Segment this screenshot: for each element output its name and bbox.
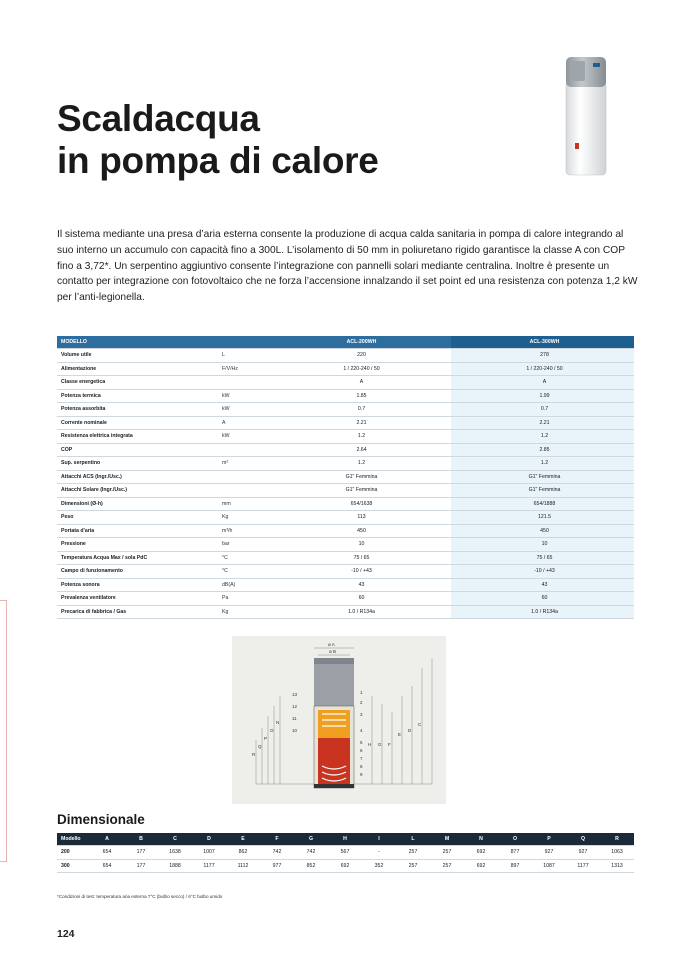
dimensional-model-cell: 300 [57, 859, 90, 873]
spec-row-label: Temperatura Acqua Max / sola PdC [57, 551, 218, 565]
dimensional-col-header: I [362, 833, 396, 846]
spec-row-value-200: 60 [268, 592, 451, 606]
product-image-water-heater [563, 55, 609, 177]
spec-row-label: Classe energetica [57, 376, 218, 390]
spec-row-value-200: 0.7 [268, 403, 451, 417]
spec-row-value-200: 2.64 [268, 443, 451, 457]
dimensional-value-cell: 1888 [158, 859, 192, 873]
spec-row-label: Attacchi Solare (Ingr./Usc.) [57, 484, 218, 498]
spec-row-value-300: 278 [451, 349, 634, 363]
callout-4: 4 [360, 728, 363, 733]
spec-row [57, 497, 634, 511]
spec-row-value-200: A [268, 376, 451, 390]
spec-row [57, 511, 634, 525]
dimensional-value-cell: 862 [226, 846, 260, 860]
dimensional-value-cell: 1087 [532, 859, 566, 873]
spec-row-unit: mm [218, 497, 268, 511]
dimensional-table-body [57, 846, 634, 873]
dimensional-row [57, 859, 634, 873]
spec-row-unit: kW [218, 403, 268, 417]
spec-row [57, 403, 634, 417]
svg-text:E: E [398, 732, 402, 737]
callout-5: 5 [360, 740, 363, 745]
dim-label-b: ø B [329, 649, 337, 654]
dimensional-col-header: B [124, 833, 158, 846]
spec-row-value-200: 1.85 [268, 389, 451, 403]
spec-row-label: Potenza sonora [57, 578, 218, 592]
spec-row [57, 578, 634, 592]
spec-row [57, 430, 634, 444]
spec-row-value-200: 1 / 220-240 / 50 [268, 362, 451, 376]
spec-row-value-200: 1.2 [268, 457, 451, 471]
dimensional-col-header: N [464, 833, 498, 846]
spec-row-unit [218, 443, 268, 457]
dimensional-col-header: M [430, 833, 464, 846]
spec-row-value-300: 2.85 [451, 443, 634, 457]
dimensional-col-header: L [396, 833, 430, 846]
title-line-1: Scaldacqua [57, 98, 260, 139]
spec-row-value-300: 60 [451, 592, 634, 606]
spec-row-label: Precarica di fabbrica / Gas [57, 605, 218, 619]
spec-row-unit [218, 484, 268, 498]
dimensional-col-header: H [328, 833, 362, 846]
svg-text:F: F [388, 742, 391, 747]
dimensional-table [57, 833, 634, 873]
dimensional-value-cell: - [362, 846, 396, 860]
callout-12: 12 [292, 704, 298, 709]
spec-row [57, 470, 634, 484]
spec-row-value-300: 654/1888 [451, 497, 634, 511]
spec-row-label: Sup. serpentino [57, 457, 218, 471]
spec-row [57, 389, 634, 403]
spec-row-value-300: 121.5 [451, 511, 634, 525]
spec-row-value-200: 43 [268, 578, 451, 592]
svg-text:G: G [378, 742, 382, 747]
spec-row-value-200: 2.21 [268, 416, 451, 430]
svg-text:N: N [276, 720, 280, 725]
svg-text:R: R [252, 752, 256, 757]
spec-row-label: Attacchi ACS (Ingr./Usc.) [57, 470, 218, 484]
spec-row [57, 376, 634, 390]
spec-row-unit: F/V/Hz [218, 362, 268, 376]
dimensional-value-cell: 654 [90, 859, 124, 873]
svg-text:O: O [270, 728, 274, 733]
spec-row-label: Resistenza elettrica integrata [57, 430, 218, 444]
footnote: *Condizioni di test: temperatura aria esterna 7°C (bulbo secco) / 6°C bulbo umido [57, 894, 223, 899]
spec-table [57, 336, 634, 619]
spec-row-value-200: 450 [268, 524, 451, 538]
dimensional-value-cell: 567 [328, 846, 362, 860]
svg-text:P: P [264, 736, 268, 741]
callout-10: 10 [292, 728, 298, 733]
dimensional-value-cell: 1177 [566, 859, 600, 873]
dimensional-value-cell: 742 [260, 846, 294, 860]
spec-row-unit: bar [218, 538, 268, 552]
spec-row [57, 524, 634, 538]
dimensional-value-cell: 257 [396, 846, 430, 860]
page-number: 124 [57, 928, 75, 940]
spec-row-label: COP [57, 443, 218, 457]
spec-row-value-300: 1.2 [451, 430, 634, 444]
spec-header-label: MODELLO [57, 336, 218, 349]
spec-row-value-200: -10 / +43 [268, 565, 451, 579]
dimensional-value-cell: 852 [294, 859, 328, 873]
spec-row-value-300: 1 / 220-240 / 50 [451, 362, 634, 376]
technical-drawing [232, 636, 446, 804]
spec-row-unit [218, 376, 268, 390]
svg-text:C: C [418, 722, 422, 727]
dimensional-value-cell: 352 [362, 859, 396, 873]
callout-9: 9 [360, 772, 363, 777]
spec-row [57, 362, 634, 376]
svg-text:H: H [368, 742, 372, 747]
dimensional-value-cell: 1063 [600, 846, 634, 860]
spec-row [57, 538, 634, 552]
spec-row [57, 416, 634, 430]
dimensional-value-cell: 654 [90, 846, 124, 860]
spec-row-unit: kW [218, 389, 268, 403]
spec-row-value-300: G1" Femmina [451, 484, 634, 498]
dim-label-a: ø A [328, 642, 335, 647]
dimensional-model-cell: 200 [57, 846, 90, 860]
dimensional-table-header [57, 833, 634, 846]
spec-row [57, 484, 634, 498]
spec-row-label: Dimensioni (Ø-h) [57, 497, 218, 511]
spec-row-value-200: 654/1638 [268, 497, 451, 511]
spec-row-label: Campo di funzionamento [57, 565, 218, 579]
spec-row [57, 443, 634, 457]
spec-row [57, 565, 634, 579]
callout-6: 6 [360, 748, 363, 753]
spec-header-unit [218, 336, 268, 349]
spec-row-value-300: G1" Femmina [451, 470, 634, 484]
spec-row-unit: Kg [218, 511, 268, 525]
dimensional-value-cell: 1177 [192, 859, 226, 873]
dimensional-value-cell: 897 [498, 859, 532, 873]
spec-row [57, 349, 634, 363]
dimensional-value-cell: 692 [464, 846, 498, 860]
callout-3: 3 [360, 712, 363, 717]
dimensional-value-cell: 257 [396, 859, 430, 873]
spec-row [57, 551, 634, 565]
title-line-2: in pompa di calore [57, 140, 379, 181]
spec-row-label: Corrente nominale [57, 416, 218, 430]
spec-row-value-300: 75 / 65 [451, 551, 634, 565]
callout-8: 8 [360, 764, 363, 769]
dimensional-value-cell: 742 [294, 846, 328, 860]
spec-row-unit: °C [218, 565, 268, 579]
dimensional-col-header: C [158, 833, 192, 846]
dimensional-value-cell: 177 [124, 859, 158, 873]
spec-row-label: Portata d’aria [57, 524, 218, 538]
spec-row-value-200: G1" Femmina [268, 484, 451, 498]
spec-row-value-300: 43 [451, 578, 634, 592]
dimensional-value-cell: 177 [124, 846, 158, 860]
spec-header-model-200: ACL-200WH [268, 336, 451, 349]
spec-row-value-200: 220 [268, 349, 451, 363]
spec-row-unit [218, 470, 268, 484]
dimensional-col-header: F [260, 833, 294, 846]
svg-text:D: D [408, 728, 412, 733]
dimensional-value-cell: 692 [464, 859, 498, 873]
dimensional-value-cell: 257 [430, 859, 464, 873]
spec-header-model-300: ACL-300WH [451, 336, 634, 349]
spec-row-label: Volume utile [57, 349, 218, 363]
dimensional-value-cell: 927 [566, 846, 600, 860]
spec-row-unit: m² [218, 457, 268, 471]
dimensional-value-cell: 1638 [158, 846, 192, 860]
spec-row-unit: Pa [218, 592, 268, 606]
spec-row-value-200: 1.2 [268, 430, 451, 444]
spec-row-label: Potenza assorbita [57, 403, 218, 417]
spec-row-label: Prevalenza ventilatore [57, 592, 218, 606]
spec-row-value-300: 10 [451, 538, 634, 552]
spec-row-unit: kW [218, 430, 268, 444]
dimensional-col-header: Modello [57, 833, 90, 846]
dimensional-col-header: D [192, 833, 226, 846]
spec-row-value-300: 1.99 [451, 389, 634, 403]
spec-row-value-200: 1.0 / R134a [268, 605, 451, 619]
dimensional-col-header: R [600, 833, 634, 846]
spec-row-unit: dB(A) [218, 578, 268, 592]
callout-2: 2 [360, 700, 363, 705]
spec-row-value-300: 1.2 [451, 457, 634, 471]
spec-row-value-300: A [451, 376, 634, 390]
dimensional-title: Dimensionale [57, 812, 145, 827]
spec-row-label: Potenza termica [57, 389, 218, 403]
dimensional-col-header: Q [566, 833, 600, 846]
spec-row-value-300: 450 [451, 524, 634, 538]
spec-table-body [57, 349, 634, 619]
spec-row [57, 605, 634, 619]
spec-row-value-300: 0.7 [451, 403, 634, 417]
dimensional-value-cell: 257 [430, 846, 464, 860]
intro-paragraph: Il sistema mediante una presa d’aria esterna consente la produzione di acqua calda sanitaria in pompa di calore integrando al suo interno un accumulo con capacità fino a 300L. L’isolamento di 50 mm in poliuretano rigido garantisce la classe A con COP fino a 3,72*. Un serpentino aggiuntivo consente l’integrazione con pannelli solari mediante centralina. Inoltre è presente un contatto per integrazione con fotovoltaico che ne forza l’accensione innalzando il set point ed una resistenza con potenza 1,2 kW per l’anti-legionella. [57, 229, 638, 304]
dimensional-value-cell: 977 [260, 859, 294, 873]
callout-1: 1 [360, 690, 363, 695]
spec-row-value-200: G1" Femmina [268, 470, 451, 484]
spec-row [57, 592, 634, 606]
spec-row-unit: m³/h [218, 524, 268, 538]
spec-row-unit: L [218, 349, 268, 363]
spec-row-value-300: 1.0 / R134a [451, 605, 634, 619]
callout-7: 7 [360, 756, 363, 761]
dimensional-col-header: G [294, 833, 328, 846]
spec-row-unit: Kg [218, 605, 268, 619]
spec-table-header [57, 336, 634, 349]
dimensional-value-cell: 1313 [600, 859, 634, 873]
spec-row-value-300: -10 / +43 [451, 565, 634, 579]
spec-row-value-200: 113 [268, 511, 451, 525]
page-title [57, 98, 379, 182]
spec-row-unit: A [218, 416, 268, 430]
dimensional-col-header: O [498, 833, 532, 846]
dimensional-value-cell: 927 [532, 846, 566, 860]
dimensional-value-cell: 1112 [226, 859, 260, 873]
callout-13: 13 [292, 692, 298, 697]
dimensional-value-cell: 692 [328, 859, 362, 873]
callout-11: 11 [292, 716, 297, 721]
dimensional-value-cell: 877 [498, 846, 532, 860]
dimensional-col-header: P [532, 833, 566, 846]
dimensional-col-header: E [226, 833, 260, 846]
dimensional-value-cell: 1007 [192, 846, 226, 860]
spec-row-value-200: 75 / 65 [268, 551, 451, 565]
spec-row-label: Alimentazione [57, 362, 218, 376]
dimensional-row [57, 846, 634, 860]
spec-row-value-200: 10 [268, 538, 451, 552]
page-edge-marker [0, 600, 7, 862]
spec-row [57, 457, 634, 471]
spec-row-value-300: 2.21 [451, 416, 634, 430]
spec-row-label: Pressione [57, 538, 218, 552]
dimensional-col-header: A [90, 833, 124, 846]
spec-row-label: Peso [57, 511, 218, 525]
svg-text:Q: Q [258, 744, 262, 749]
spec-row-unit: °C [218, 551, 268, 565]
